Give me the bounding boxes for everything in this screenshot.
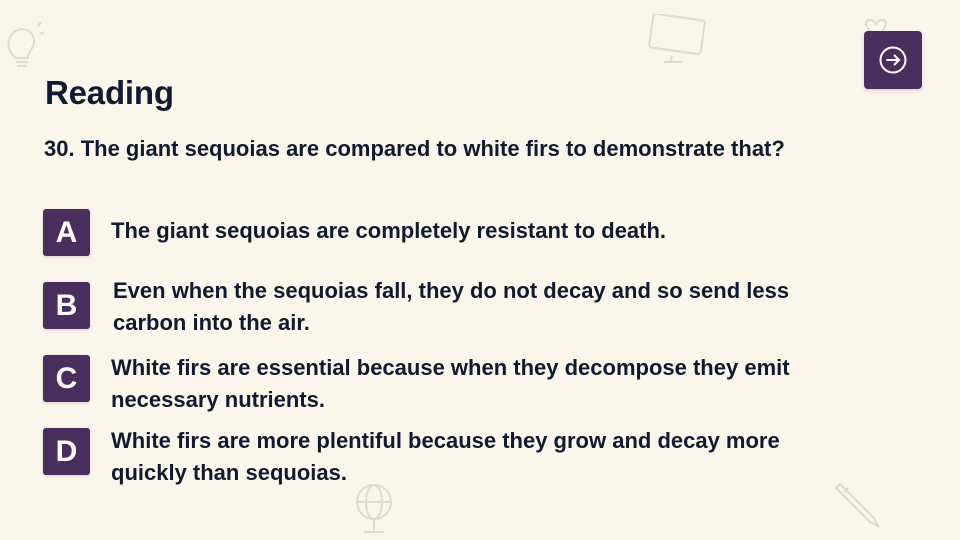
option-d-badge[interactable]: D — [43, 428, 90, 475]
option-d-text[interactable]: White firs are more plentiful because they grow and decay more quickly than sequoias. — [111, 428, 780, 485]
pencil-icon — [834, 478, 882, 528]
option-c-badge[interactable]: C — [43, 355, 90, 402]
monitor-icon — [648, 14, 706, 64]
next-button[interactable] — [864, 31, 922, 89]
option-a-text[interactable]: The giant sequoias are completely resistant to death. — [111, 218, 667, 243]
option-b-badge[interactable]: B — [43, 282, 90, 329]
page-title: Reading — [45, 74, 174, 111]
question-text: 30. The giant sequoias are compared to white firs to demonstrate that? — [44, 136, 785, 161]
option-b-text[interactable]: Even when the sequoias fall, they do not decay and so send less carbon into the air. — [113, 278, 790, 335]
arrow-right-circle-icon — [878, 45, 908, 75]
option-c-text[interactable]: White firs are essential because when they decompose they emit necessary nutrients. — [111, 355, 790, 412]
lightbulb-icon — [0, 22, 44, 74]
option-a-badge[interactable]: A — [43, 209, 90, 256]
